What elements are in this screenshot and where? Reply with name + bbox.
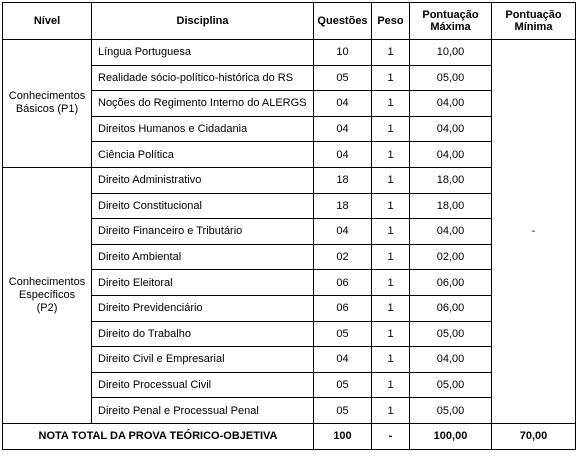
cell-pontuacao-maxima: 04,00	[410, 116, 492, 142]
total-peso: -	[372, 423, 410, 449]
cell-peso: 1	[372, 167, 410, 193]
header-disciplina: Disciplina	[92, 3, 314, 40]
cell-disciplina: Ciência Política	[92, 142, 314, 168]
cell-pontuacao-maxima: 18,00	[410, 167, 492, 193]
cell-disciplina: Direito Civil e Empresarial	[92, 347, 314, 373]
total-label: NOTA TOTAL DA PROVA TEÓRICO-OBJETIVA	[3, 423, 314, 449]
cell-peso: 1	[372, 321, 410, 347]
cell-peso: 1	[372, 40, 410, 66]
cell-disciplina: Noções do Regimento Interno do ALERGS	[92, 91, 314, 117]
cell-questoes: 04	[314, 219, 372, 245]
header-row	[3, 3, 576, 40]
cell-pontuacao-maxima: 05,00	[410, 65, 492, 91]
cell-peso: 1	[372, 219, 410, 245]
cell-pontuacao-minima: -	[492, 40, 576, 424]
header-nivel: Nível	[3, 3, 92, 40]
cell-peso: 1	[372, 193, 410, 219]
cell-pontuacao-maxima: 05,00	[410, 398, 492, 424]
cell-disciplina: Direito Eleitoral	[92, 270, 314, 296]
cell-pontuacao-maxima: 05,00	[410, 372, 492, 398]
cell-questoes: 10	[314, 40, 372, 66]
cell-questoes: 04	[314, 91, 372, 117]
cell-questoes: 04	[314, 142, 372, 168]
cell-disciplina: Direito Penal e Processual Penal	[92, 398, 314, 424]
total-pontuacao-minima: 70,00	[492, 423, 576, 449]
cell-peso: 1	[372, 372, 410, 398]
cell-questoes: 05	[314, 398, 372, 424]
cell-pontuacao-maxima: 04,00	[410, 91, 492, 117]
group-label-line: Conhecimentos	[8, 90, 86, 103]
total-questoes: 100	[314, 423, 372, 449]
cell-disciplina: Direito Previdenciário	[92, 295, 314, 321]
cell-disciplina: Língua Portuguesa	[92, 40, 314, 66]
cell-questoes: 18	[314, 167, 372, 193]
cell-pontuacao-maxima: 10,00	[410, 40, 492, 66]
cell-pontuacao-maxima: 04,00	[410, 142, 492, 168]
group-label-line: (P2)	[36, 301, 58, 314]
cell-pontuacao-maxima: 04,00	[410, 347, 492, 373]
group-label-line: Básicos (P1)	[15, 103, 79, 116]
score-table	[2, 2, 576, 450]
cell-peso: 1	[372, 244, 410, 270]
table-row	[3, 167, 576, 193]
cell-disciplina: Direito Processual Civil	[92, 372, 314, 398]
cell-peso: 1	[372, 295, 410, 321]
cell-questoes: 05	[314, 321, 372, 347]
cell-pontuacao-maxima: 04,00	[410, 219, 492, 245]
cell-questoes: 18	[314, 193, 372, 219]
cell-questoes: 04	[314, 116, 372, 142]
cell-questoes: 04	[314, 347, 372, 373]
cell-peso: 1	[372, 65, 410, 91]
header-peso: Peso	[372, 3, 410, 40]
cell-disciplina: Direito Financeiro e Tributário	[92, 219, 314, 245]
table-row	[3, 40, 576, 66]
total-pontuacao-maxima: 100,00	[410, 423, 492, 449]
cell-questoes: 05	[314, 372, 372, 398]
cell-peso: 1	[372, 91, 410, 117]
group-label-line: Específicos	[18, 288, 76, 301]
cell-peso: 1	[372, 142, 410, 168]
cell-questoes: 06	[314, 270, 372, 296]
group-label	[3, 40, 92, 168]
cell-pontuacao-maxima: 06,00	[410, 295, 492, 321]
cell-peso: 1	[372, 270, 410, 296]
cell-questoes: 06	[314, 295, 372, 321]
header-pontuacao-minima: Pontuação Mínima	[492, 3, 576, 40]
cell-disciplina: Direito Constitucional	[92, 193, 314, 219]
cell-peso: 1	[372, 398, 410, 424]
cell-peso: 1	[372, 116, 410, 142]
cell-questoes: 05	[314, 65, 372, 91]
group-label	[3, 167, 92, 423]
cell-disciplina: Direitos Humanos e Cidadania	[92, 116, 314, 142]
table-body	[3, 40, 576, 424]
cell-disciplina: Direito Ambiental	[92, 244, 314, 270]
cell-questoes: 02	[314, 244, 372, 270]
total-row	[3, 423, 576, 449]
cell-disciplina: Direito Administrativo	[92, 167, 314, 193]
header-questoes: Questões	[314, 3, 372, 40]
cell-peso: 1	[372, 347, 410, 373]
cell-pontuacao-maxima: 18,00	[410, 193, 492, 219]
cell-disciplina: Direito do Trabalho	[92, 321, 314, 347]
cell-pontuacao-maxima: 02,00	[410, 244, 492, 270]
header-pontuacao-maxima: Pontuação Máxima	[410, 3, 492, 40]
cell-pontuacao-maxima: 06,00	[410, 270, 492, 296]
cell-pontuacao-maxima: 05,00	[410, 321, 492, 347]
group-label-line: Conhecimentos	[8, 275, 86, 288]
cell-disciplina: Realidade sócio-político-histórica do RS	[92, 65, 314, 91]
